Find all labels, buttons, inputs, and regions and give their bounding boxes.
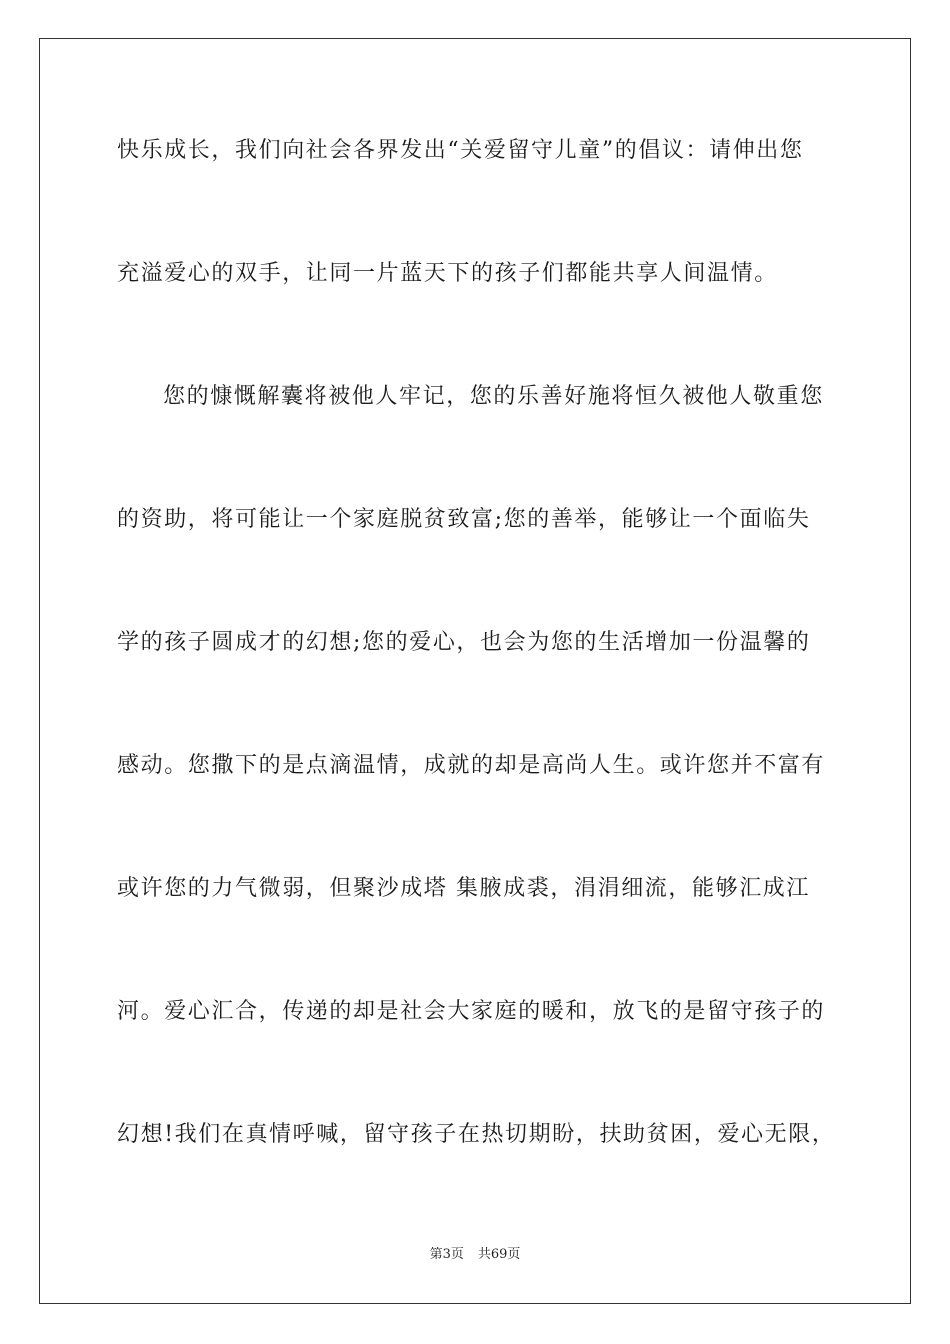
page-number-current: 第3页 bbox=[429, 1247, 464, 1262]
text-line-3: 您的慷慨解囊将被他人牢记，您的乐善好施将恒久被他人敬重您 bbox=[163, 384, 824, 409]
text-line-1: 快乐成长，我们向社会各界发出“关爱留守儿童”的倡议：请伸出您 bbox=[117, 138, 804, 163]
text-line-9: 幻想!我们在真情呼喊，留守孩子在热切期盼，扶助贫困，爱心无限， bbox=[117, 1122, 836, 1147]
text-line-5: 学的孩子圆成才的幻想;您的爱心，也会为您的生活增加一份温馨的 bbox=[117, 630, 811, 655]
page-footer bbox=[0, 1246, 950, 1264]
page-border bbox=[39, 38, 911, 1304]
text-line-8: 河。爱心汇合，传递的却是社会大家庭的暖和，放飞的是留守孩子的 bbox=[117, 999, 826, 1024]
text-line-4: 的资助，将可能让一个家庭脱贫致富;您的善举，能够让一个面临失 bbox=[117, 507, 811, 532]
text-line-2: 充溢爱心的双手，让同一片蓝天下的孩子们都能共享人间温情。 bbox=[117, 261, 778, 286]
text-line-6: 感动。您撒下的是点滴温情，成就的却是高尚人生。或许您并不富有 bbox=[117, 753, 826, 778]
page-number-total: 共69页 bbox=[477, 1247, 521, 1262]
text-line-7: 或许您的力气微弱，但聚沙成塔 集腋成裘，涓涓细流，能够汇成江 bbox=[117, 876, 810, 901]
